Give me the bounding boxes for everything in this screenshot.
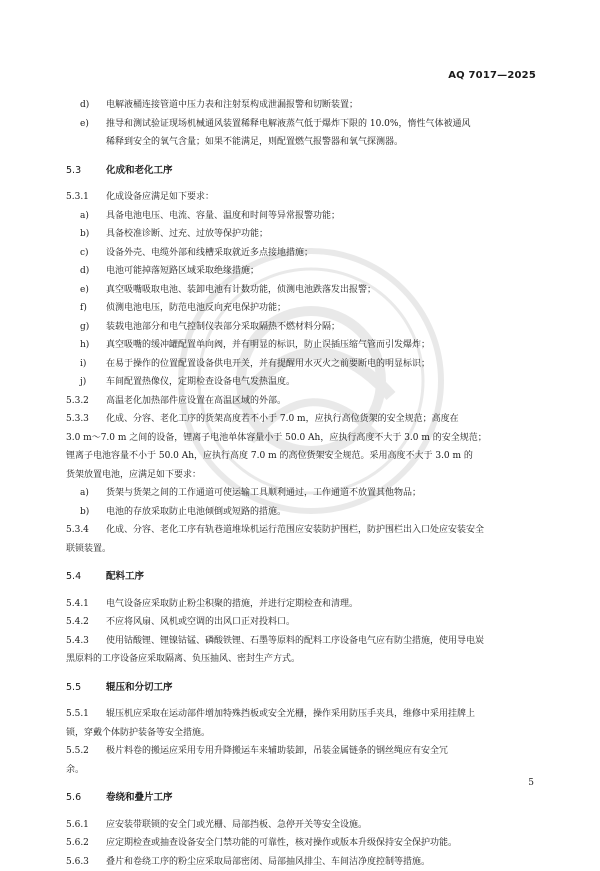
clause-continuation: 黑原料的工序设备应采取隔离、负压抽风、密封生产方式。 (66, 650, 536, 669)
list-item: c) 设备外壳、电缆外部和线槽采取就近多点接地措施； (66, 244, 536, 263)
section-heading: 5.4 配料工序 (66, 568, 536, 587)
list-item-continuation: 稀释到安全的氧气含量；如果不能满足，则配置燃气报警器和氧气探测器。 (66, 133, 536, 152)
clause: 5.4.3 使用钴酸锂、锂镍钴锰、磷酸铁锂、石墨等原料的配料工序设备电气应有防尘措施，使用导电炭 (66, 632, 536, 651)
list-item: f) 侦测电池电压，防范电池反向充电保护功能； (66, 299, 536, 318)
document-body (66, 96, 536, 871)
list-item: d) 电解液桶连接管道中压力表和注射泵构成泄漏报警和切断装置； (66, 96, 536, 115)
list-item: d) 电池可能掉落短路区域采取绝缘措施； (66, 262, 536, 281)
list-item: e) 推导和测试验证现场机械通风装置稀释电解液蒸气低于爆炸下限的 10.0%，惰性气体被通风 (66, 115, 536, 134)
standard-code-header: AQ 7017—2025 (448, 70, 536, 81)
clause: 5.6.1 应安装带联锁的安全门或光栅、局部挡板、急停开关等安全设施。 (66, 816, 536, 835)
section-heading: 5.3 化成和老化工序 (66, 162, 536, 181)
list-item: g) 装载电池部分和电气控制仪表部分采取隔热不燃材料分隔； (66, 318, 536, 337)
clause: 5.3.4 化成、分容、老化工序有轨巷道堆垛机运行范围应安装防护围栏，防护围栏出入口处应安装安全 (66, 521, 536, 540)
clause: 5.6.2 应定期检查或抽查设备安全门禁功能的可靠性，核对操作或版本升级保持安全保护功能。 (66, 834, 536, 853)
clause-continuation: 货架放置电池，应满足如下要求： (66, 466, 536, 485)
clause-continuation: 3.0 m～7.0 m 之间的设备，锂离子电池单体容量小于 50.0 Ah，应执行高度不大于 3.0 m 的安全规范； (66, 429, 536, 448)
clause: 5.3.3 化成、分容、老化工序的货架高度若不小于 7.0 m，应执行高位货架的安全规范；高度在 (66, 410, 536, 429)
list-item: i) 在易于操作的位置配置设备供电开关，并有提醒用水灭火之前要断电的明显标识； (66, 355, 536, 374)
section-heading: 5.6 卷绕和叠片工序 (66, 789, 536, 808)
list-item: h) 真空吸嘴的缓冲罐配置单向阀，并有明显的标识，防止误插压缩气管而引发爆炸； (66, 336, 536, 355)
clause: 5.3.2 高温老化加热部件应设置在高温区域的外部。 (66, 392, 536, 411)
clause-continuation: 锁，穿戴个体防护装备等安全措施。 (66, 724, 536, 743)
clause: 5.6.3 叠片和卷绕工序的粉尘应采取局部密闭、局部抽风排尘、车间洁净度控制等措施。 (66, 853, 536, 871)
clause: 5.4.1 电气设备应采取防止粉尘积聚的措施，并进行定期检查和清理。 (66, 595, 536, 614)
clause-continuation: 锂离子电池容量不小于 50.0 Ah，应执行高度 7.0 m 的高位货架安全规范。采用高度不大于 3.0 m 的 (66, 447, 536, 466)
list-item: e) 真空吸嘴吸取电池、装卸电池有计数功能，侦测电池跌落发出报警； (66, 281, 536, 300)
clause: 5.3.1 化成设备应满足如下要求： (66, 188, 536, 207)
clause-continuation: 余。 (66, 761, 536, 780)
list-item: a) 货架与货架之间的工作通道可使运输工具顺利通过，工作通道不放置其他物品； (66, 484, 536, 503)
list-item: j) 车间配置热像仪，定期检查设备电气发热温度。 (66, 373, 536, 392)
clause: 5.5.1 辊压机应采取在运动部件增加特殊挡板或安全光栅，操作采用防压手夹具，维修中采用挂牌上 (66, 705, 536, 724)
list-item: a) 具备电池电压、电流、容量、温度和时间等异常报警功能； (66, 207, 536, 226)
list-item: b) 电池的存放采取防止电池倾倒或短路的措施。 (66, 503, 536, 522)
clause: 5.5.2 极片料卷的搬运应采用专用升降搬运车来辅助装卸，吊装金属链条的钢丝绳应有安全冗 (66, 742, 536, 761)
section-heading: 5.5 辊压和分切工序 (66, 679, 536, 698)
clause-continuation: 联锁装置。 (66, 540, 536, 559)
page-number: 5 (528, 778, 534, 788)
list-item: b) 具备校准诊断、过充、过放等保护功能； (66, 225, 536, 244)
clause: 5.4.2 不应将风扇、风机或空调的出风口正对投料口。 (66, 613, 536, 632)
